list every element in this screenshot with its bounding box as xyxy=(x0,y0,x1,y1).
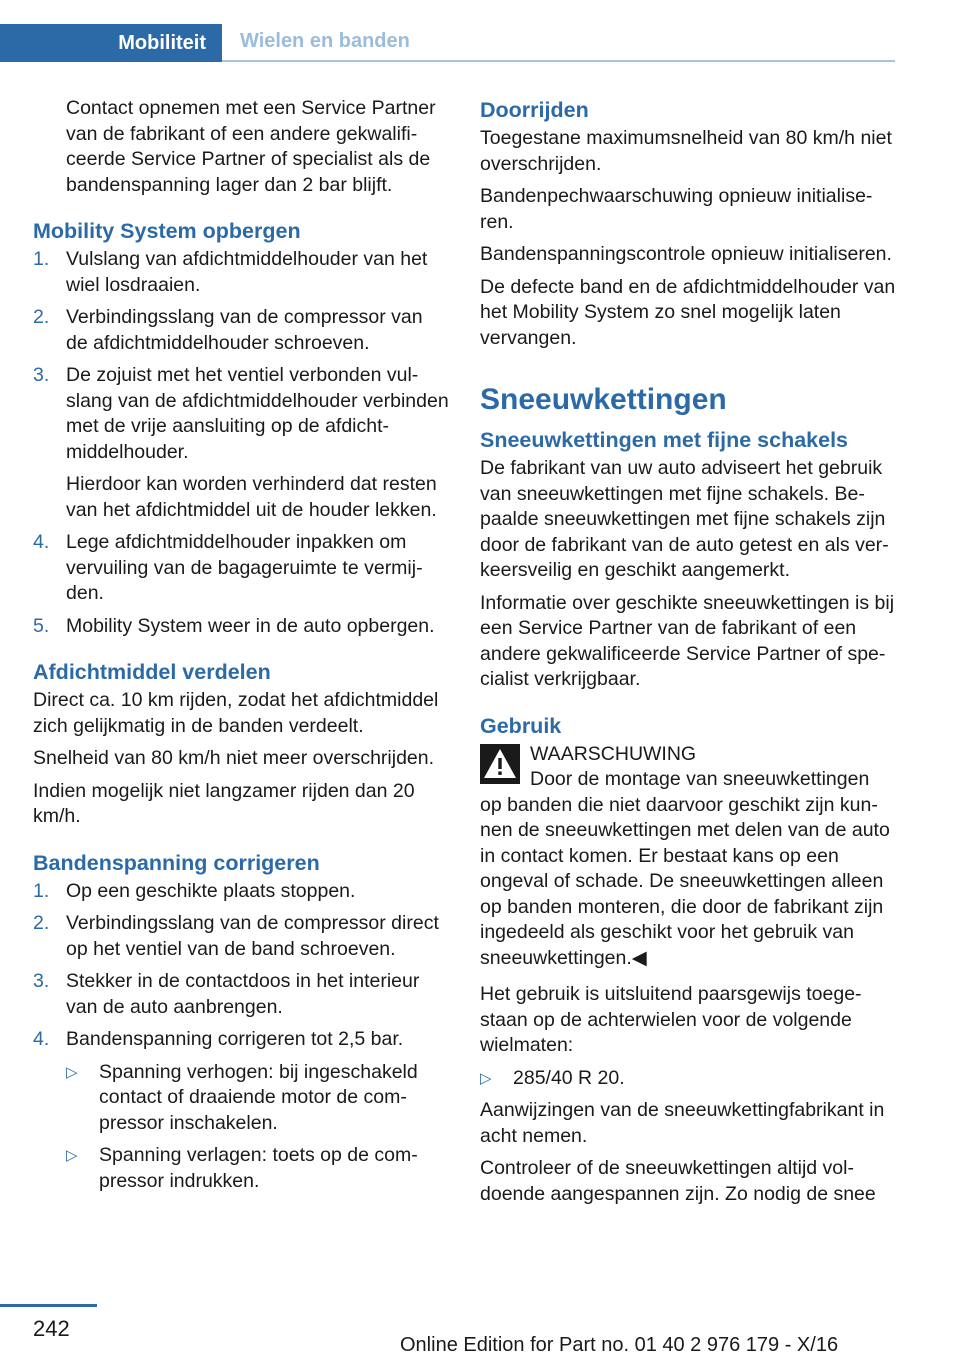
footer-divider xyxy=(0,1304,97,1307)
tab-wielen-en-banden[interactable]: Wielen en banden xyxy=(240,30,410,52)
paragraph: Indien mogelijk niet langzamer rijden dan 20 km/h. xyxy=(33,779,415,827)
section-title-gebruik: Gebruik xyxy=(480,713,562,738)
section-title-afdichtmiddel-verdelen: Afdichtmiddel verdelen xyxy=(33,660,271,684)
section-title-mobility-system-opbergen: Mobility System opbergen xyxy=(33,219,301,243)
section-title-sneeuwkettingen-fijne-schakels: Sneeuwkettingen met fijne schakels xyxy=(480,428,849,452)
chapter-title-sneeuwkettingen: Sneeuwkettingen xyxy=(480,383,727,416)
sub-list-item: ▷ Spanning verlagen: toets op de compressor indrukken. xyxy=(66,1144,418,1192)
paragraph: De defecte band en de afdichtmiddelhouder van het Mobility System zo snel mogelijk laten vervangen. xyxy=(480,275,896,349)
paragraph: Direct ca. 10 km rijden, zodat het afdichtmiddel zich gelijkmatig in de banden verdeelt. xyxy=(33,689,439,737)
section-title-bandenspanning-corrigeren: Bandenspanning corrigeren xyxy=(33,850,320,875)
paragraph: Informatie over geschikte sneeuwkettingen is bij een Service Partner van de fabrikant of een andere gekwalificeerde Service Partner of specialist verkrijgbaar. xyxy=(480,591,895,690)
header-divider xyxy=(222,60,895,62)
sub-list-item: ▷ Spanning verhogen: bij ingeschakeld contact of draaiende motor de compressor inschakelen. xyxy=(66,1060,418,1134)
page-number: 242 xyxy=(33,1316,70,1341)
list-item: 2. Verbindingsslang van de compressor van de afdichtmiddelhouder schroeven. xyxy=(33,306,423,354)
triangle-bullet-icon: ▷ xyxy=(66,1063,78,1081)
tab-mobiliteit[interactable]: Mobiliteit xyxy=(0,24,222,62)
paragraph: Het gebruik is uitsluitend paarsgewijs toegestaan op de achterwielen voor de volgende wielmaten: xyxy=(480,983,862,1056)
list-item: 3. De zojuist met het ventiel verbonden vulslang van de afdichtmiddelhouder verbinden met de vrije aansluiting op de afdichtmiddelhouder. Hierdoor kan worden verhinderd dat resten van het afdichtmiddel uit de houder lekken. xyxy=(33,363,449,523)
list-item: 3. Stekker in de contactdoos in het interieur van de auto aanbrengen. xyxy=(33,970,420,1018)
triangle-bullet-icon: ▷ xyxy=(66,1147,78,1164)
warning-text: Door de montage van sneeuwkettingen op banden die niet daarvoor geschikt zijn kunnen de sneeuwkettingen met delen van de auto in contact komen. Er bestaat kans op een ongeval of schade. De sneeuwkettingen alleen op banden monteren, die door de fabrikant zijn ingedeeld als geschikt voor het gebruik van sneeuwkettingen.◀ xyxy=(480,768,890,969)
right-column xyxy=(480,96,896,1214)
page-header xyxy=(0,0,895,62)
list-item-note: Hierdoor kan worden verhinderd dat resten van het afdichtmiddel uit de houder lekken. xyxy=(66,473,437,521)
list-item: ▷ 285/40 R 20. xyxy=(480,1066,896,1092)
paragraph: De fabrikant van uw auto adviseert het gebruik van sneeuwkettingen met fijne schakels. Bepaalde sneeuwkettingen met fijne schakels zijn door de fabrikant van de auto getest en als verkeersveilig en geschikt aangemerkt. xyxy=(480,457,889,581)
left-column xyxy=(33,96,449,1201)
list-bandenspanning-corrigeren xyxy=(33,879,449,1195)
section-title-doorrijden: Doorrijden xyxy=(480,98,589,122)
list-item: 1. Vulslang van afdichtmiddelhouder van het wiel losdraaien. xyxy=(33,248,428,296)
warning-triangle-icon xyxy=(480,744,520,784)
paragraph: Aanwijzingen van de sneeuwkettingfabrikant in acht nemen. xyxy=(480,1099,885,1147)
triangle-bullet-icon: ▷ xyxy=(480,1069,492,1087)
list-item: 5. Mobility System weer in de auto opbergen. xyxy=(33,614,435,637)
paragraph: Bandenpechwaarschuwing opnieuw initialiseren. xyxy=(480,185,873,233)
list-item: 4. Bandenspanning corrigeren tot 2,5 bar. ▷ Spanning verhogen: bij ingeschakeld contact of draaiende motor de compressor inschakelen. ▷ Spanning verlagen: toets op de compressor indrukken. xyxy=(33,1027,449,1194)
list-item: 2. Verbindingsslang van de compressor direct op het ventiel van de band schroeven. xyxy=(33,912,439,960)
paragraph: Bandenspanningscontrole opnieuw initialiseren. xyxy=(480,243,892,265)
warning-block xyxy=(480,742,896,768)
paragraph: Controleer of de sneeuwkettingen altijd voldoende aangespannen zijn. Zo nodig de snee xyxy=(480,1157,876,1205)
intro-paragraph: Contact opnemen met een Service Partner van de fabrikant of een andere gekwalificeerde Service Partner of specialist als de bandenspanning lager dan 2 bar blijft. xyxy=(66,97,436,196)
list-item: 4. Lege afdichtmiddelhouder inpakken om vervuiling van de bagageruimte te vermijden. xyxy=(33,531,423,604)
paragraph: Toegestane maximumsnelheid van 80 km/h niet overschrijden. xyxy=(480,127,892,175)
paragraph: Snelheid van 80 km/h niet meer overschrijden. xyxy=(33,747,435,769)
warning-label: WAARSCHUWING xyxy=(530,742,697,765)
edition-line: Online Edition for Part no. 01 40 2 976 179 - X/16 xyxy=(400,1334,839,1356)
list-mobility-system-opbergen xyxy=(33,247,449,639)
list-item: 1. Op een geschikte plaats stoppen. xyxy=(33,879,356,902)
